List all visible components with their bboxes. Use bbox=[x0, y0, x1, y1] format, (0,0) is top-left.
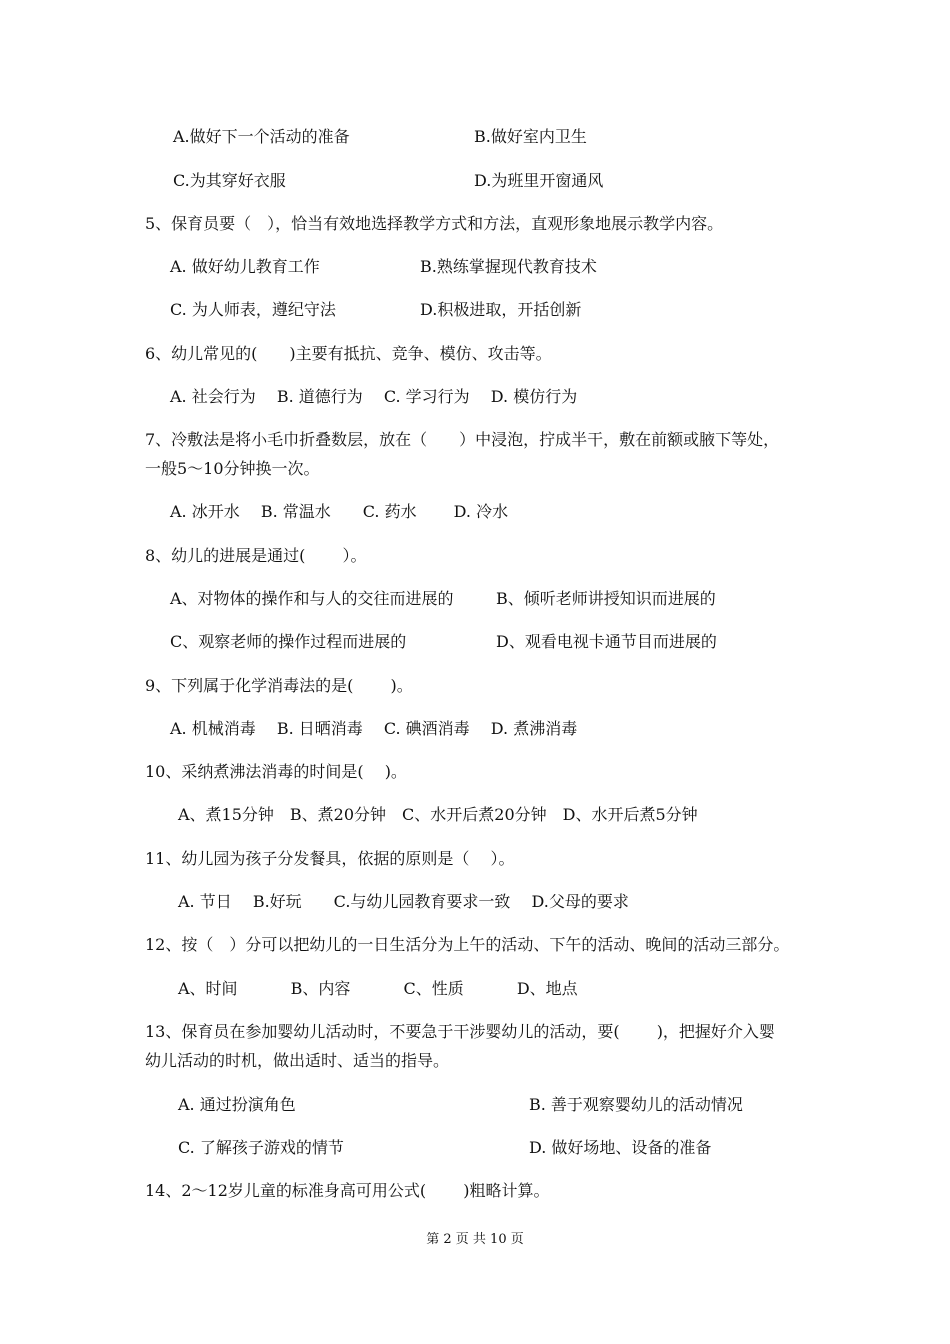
q4-option-c: C.为其穿好衣服 bbox=[173, 171, 286, 190]
q5-option-b: B.熟练掌握现代教育技术 bbox=[420, 257, 597, 276]
q8-option-d: D、观看电视卡通节目而进展的 bbox=[496, 632, 717, 651]
page-footer: 第 2 页 共 10 页 bbox=[426, 1232, 524, 1247]
q5-stem: 5、保育员要（ ），恰当有效地选择教学方式和方法，直观形象地展示教学内容。 bbox=[145, 214, 724, 233]
q5-option-c: C. 为人师表，遵纪守法 bbox=[170, 300, 336, 319]
q13-option-d: D. 做好场地、设备的准备 bbox=[529, 1138, 712, 1157]
q6-options: A. 社会行为 B. 道德行为 C. 学习行为 D. 模仿行为 bbox=[170, 387, 578, 406]
q13-option-b: B. 善于观察婴幼儿的活动情况 bbox=[529, 1095, 743, 1114]
q11-stem: 11、幼儿园为孩子分发餐具，依据的原则是（ ）。 bbox=[145, 849, 515, 868]
q13-stem-line2: 幼儿活动的时机，做出适时、适当的指导。 bbox=[145, 1051, 450, 1070]
q8-option-b: B、倾听老师讲授知识而进展的 bbox=[496, 589, 716, 608]
q4-option-a: A.做好下一个活动的准备 bbox=[173, 127, 350, 146]
q4-option-d: D.为班里开窗通风 bbox=[474, 171, 604, 190]
q8-option-c: C、观察老师的操作过程而进展的 bbox=[170, 632, 407, 651]
q12-options: A、时间 B、内容 C、性质 D、地点 bbox=[178, 979, 578, 998]
q7-stem-line1: 7、冷敷法是将小毛巾折叠数层，放在（ ）中浸泡，拧成半干，敷在前额或腋下等处， bbox=[145, 430, 780, 449]
q8-option-a: A、对物体的操作和与人的交往而进展的 bbox=[170, 589, 454, 608]
q13-stem-line1: 13、保育员在参加婴幼儿活动时，不要急于干涉婴幼儿的活动，要( )，把握好介入婴 bbox=[145, 1022, 775, 1041]
q13-option-a: A. 通过扮演角色 bbox=[178, 1095, 296, 1114]
q7-options: A. 冰开水 B. 常温水 C. 药水 D. 冷水 bbox=[170, 502, 509, 521]
q7-stem-line2: 一般5～10分钟换一次。 bbox=[145, 459, 320, 478]
q11-options: A. 节日 B.好玩 C.与幼儿园教育要求一致 D.父母的要求 bbox=[178, 892, 629, 911]
q10-stem: 10、采纳煮沸法消毒的时间是( )。 bbox=[145, 762, 407, 781]
q6-stem: 6、幼儿常见的( )主要有抵抗、竞争、模仿、攻击等。 bbox=[145, 344, 552, 363]
q10-options: A、煮15分钟 B、煮20分钟 C、水开后煮20分钟 D、水开后煮5分钟 bbox=[178, 805, 698, 824]
q12-stem: 12、按（ ）分可以把幼儿的一日生活分为上午的活动、下午的活动、晚间的活动三部分。 bbox=[145, 935, 790, 954]
q9-stem: 9、下列属于化学消毒法的是( )。 bbox=[145, 676, 413, 695]
q9-options: A. 机械消毒 B. 日晒消毒 C. 碘酒消毒 D. 煮沸消毒 bbox=[170, 719, 578, 738]
q13-option-c: C. 了解孩子游戏的情节 bbox=[178, 1138, 344, 1157]
q5-option-d: D.积极进取，开括创新 bbox=[420, 300, 582, 319]
q5-option-a: A. 做好幼儿教育工作 bbox=[170, 257, 320, 276]
q4-option-b: B.做好室内卫生 bbox=[474, 127, 587, 146]
q14-stem: 14、2～12岁儿童的标准身高可用公式( )粗略计算。 bbox=[145, 1181, 550, 1200]
q8-stem: 8、幼儿的进展是通过( ）。 bbox=[145, 546, 367, 565]
